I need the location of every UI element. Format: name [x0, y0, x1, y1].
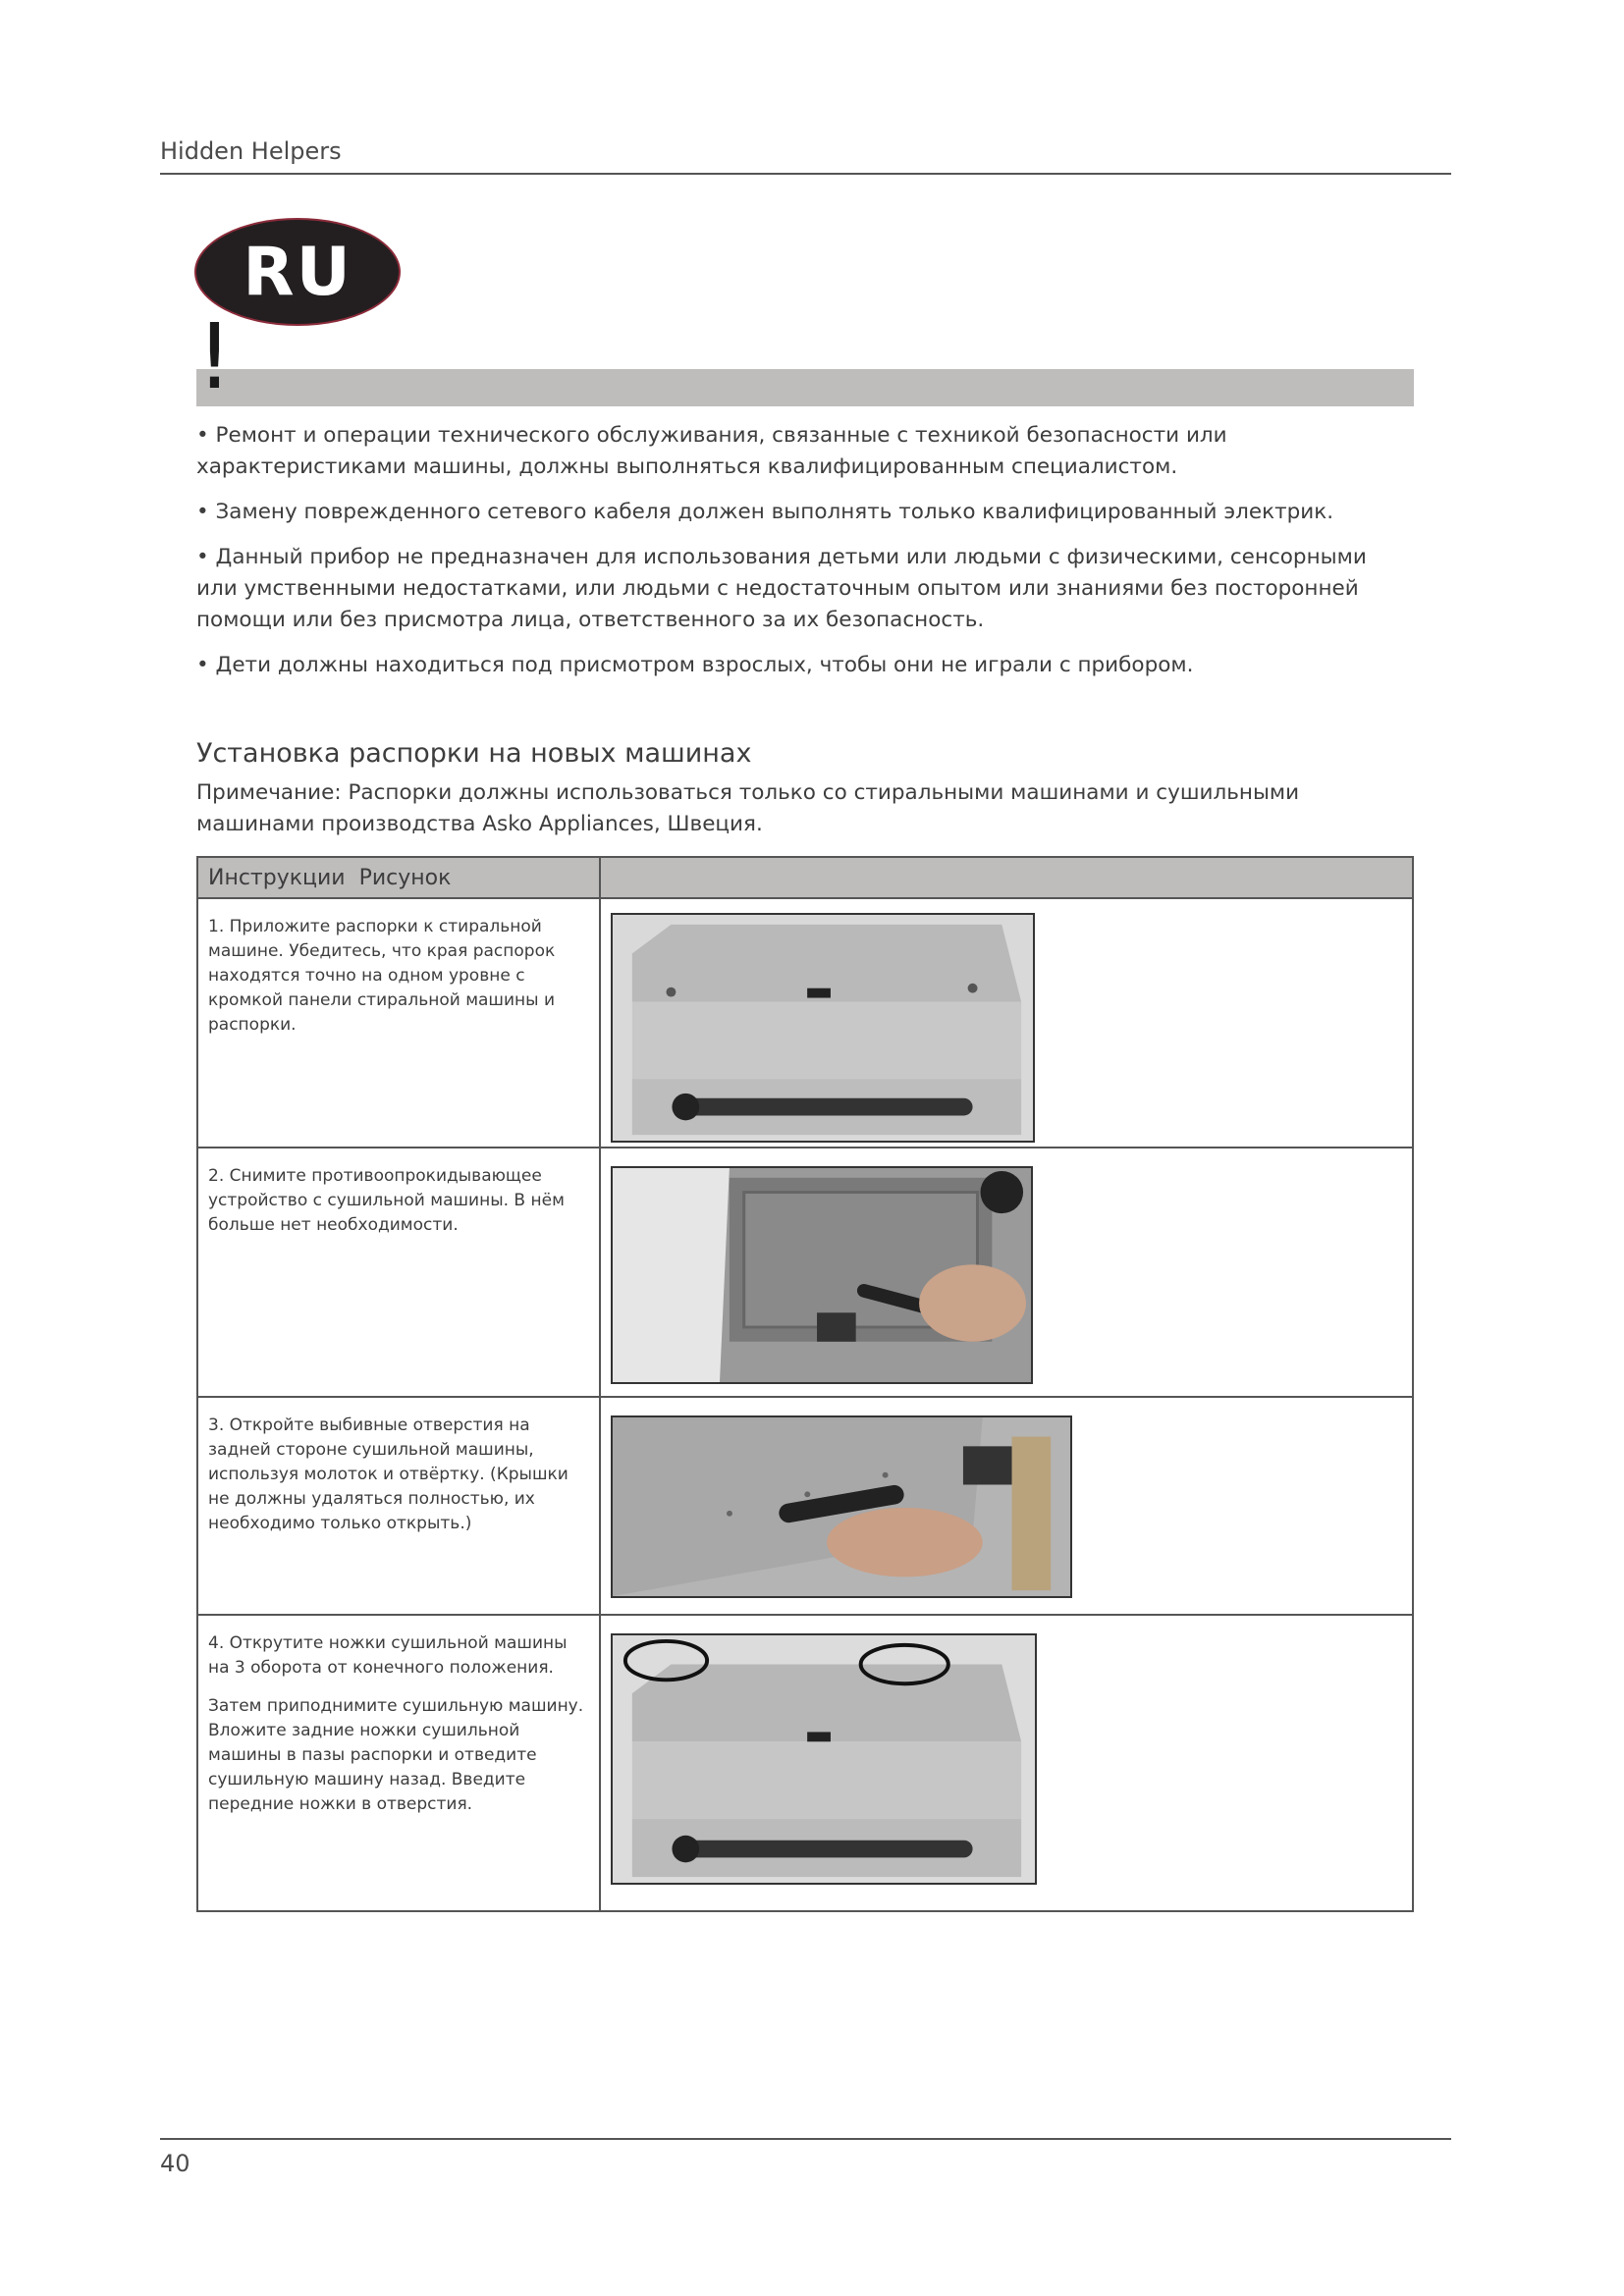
row-instruction — [208, 915, 591, 1051]
warning-bar — [196, 369, 1414, 406]
warning-icon: ! — [196, 304, 233, 409]
table-row — [198, 1398, 1412, 1616]
table-row — [198, 899, 1412, 1148]
bullet-item: • Ремонт и операции технического обслуживания, связанные с техникой безопасности или характеристиками машины, должны выполняться квалифицированным специалистом. — [196, 423, 1227, 479]
instruction-text: 1. Приложите распорки к стиральной машине. Убедитесь, что края распорок находятся точно на одном уровне с кромкой панели стиральной машины и распорки. — [208, 917, 556, 1035]
bullet-item: • Данный прибор не предназначен для использования детьми или людьми с физическими, сенсорными или умственными недостатками, или людьми с недостаточным опытом или знаниями без посторонней помощи или без присмотра лица, ответственного за их безопасность. — [196, 545, 1367, 632]
instruction-text: 4. Открутите ножки сушильной машины на 3 оборота от конечного положения. — [208, 1633, 568, 1678]
photo-washer-with-spacer — [611, 913, 1035, 1143]
bullet-item: • Дети должны находиться под присмотром взрослых, чтобы они не играли с прибором. — [196, 653, 1194, 677]
table-row — [198, 1616, 1412, 1912]
section-note: Примечание: Распорки должны использоваться только со стиральными машинами и сушильными машинами производства Asko Appliances, Швеция. — [196, 780, 1300, 836]
photo-dryer-on-spacer — [611, 1633, 1037, 1885]
row-instruction — [208, 1631, 591, 1831]
instructions-table — [196, 856, 1414, 1912]
table-row — [198, 1148, 1412, 1398]
instruction-text: 3. Откройте выбивные отверстия на задней стороне сушильной машины, используя молоток и отвёртку. (Крышки не должны удаляться полностью, их необходимо только открыть.) — [208, 1415, 568, 1533]
header-title: Hidden Helpers — [160, 137, 342, 165]
safety-bullets — [196, 420, 1414, 695]
instruction-text-secondary: Затем приподнимите сушильную машину. Вложите задние ножки сушильной машины в пазы распорки и отведите сушильную машину назад. Введите передние ножки в отверстия. — [208, 1696, 584, 1814]
row-instruction — [208, 1164, 591, 1252]
table-header-label: Инструкции Рисунок — [208, 866, 452, 890]
row-instruction — [208, 1414, 591, 1550]
photo-knockout-holes — [611, 1415, 1072, 1598]
header-rule — [160, 173, 1451, 175]
page-number: 40 — [160, 2150, 190, 2177]
bullet-item: • Замену поврежденного сетевого кабеля должен выполнять только квалифицированный электрик. — [196, 500, 1334, 524]
photo-remove-anti-tip — [611, 1166, 1033, 1384]
instruction-text: 2. Снимите противоопрокидывающее устройство с сушильной машины. В нём больше нет необходимости. — [208, 1166, 565, 1235]
table-header — [198, 858, 1412, 899]
language-badge: RU — [196, 220, 399, 324]
footer-rule — [160, 2138, 1451, 2140]
section-title: Установка распорки на новых машинах — [196, 738, 752, 769]
